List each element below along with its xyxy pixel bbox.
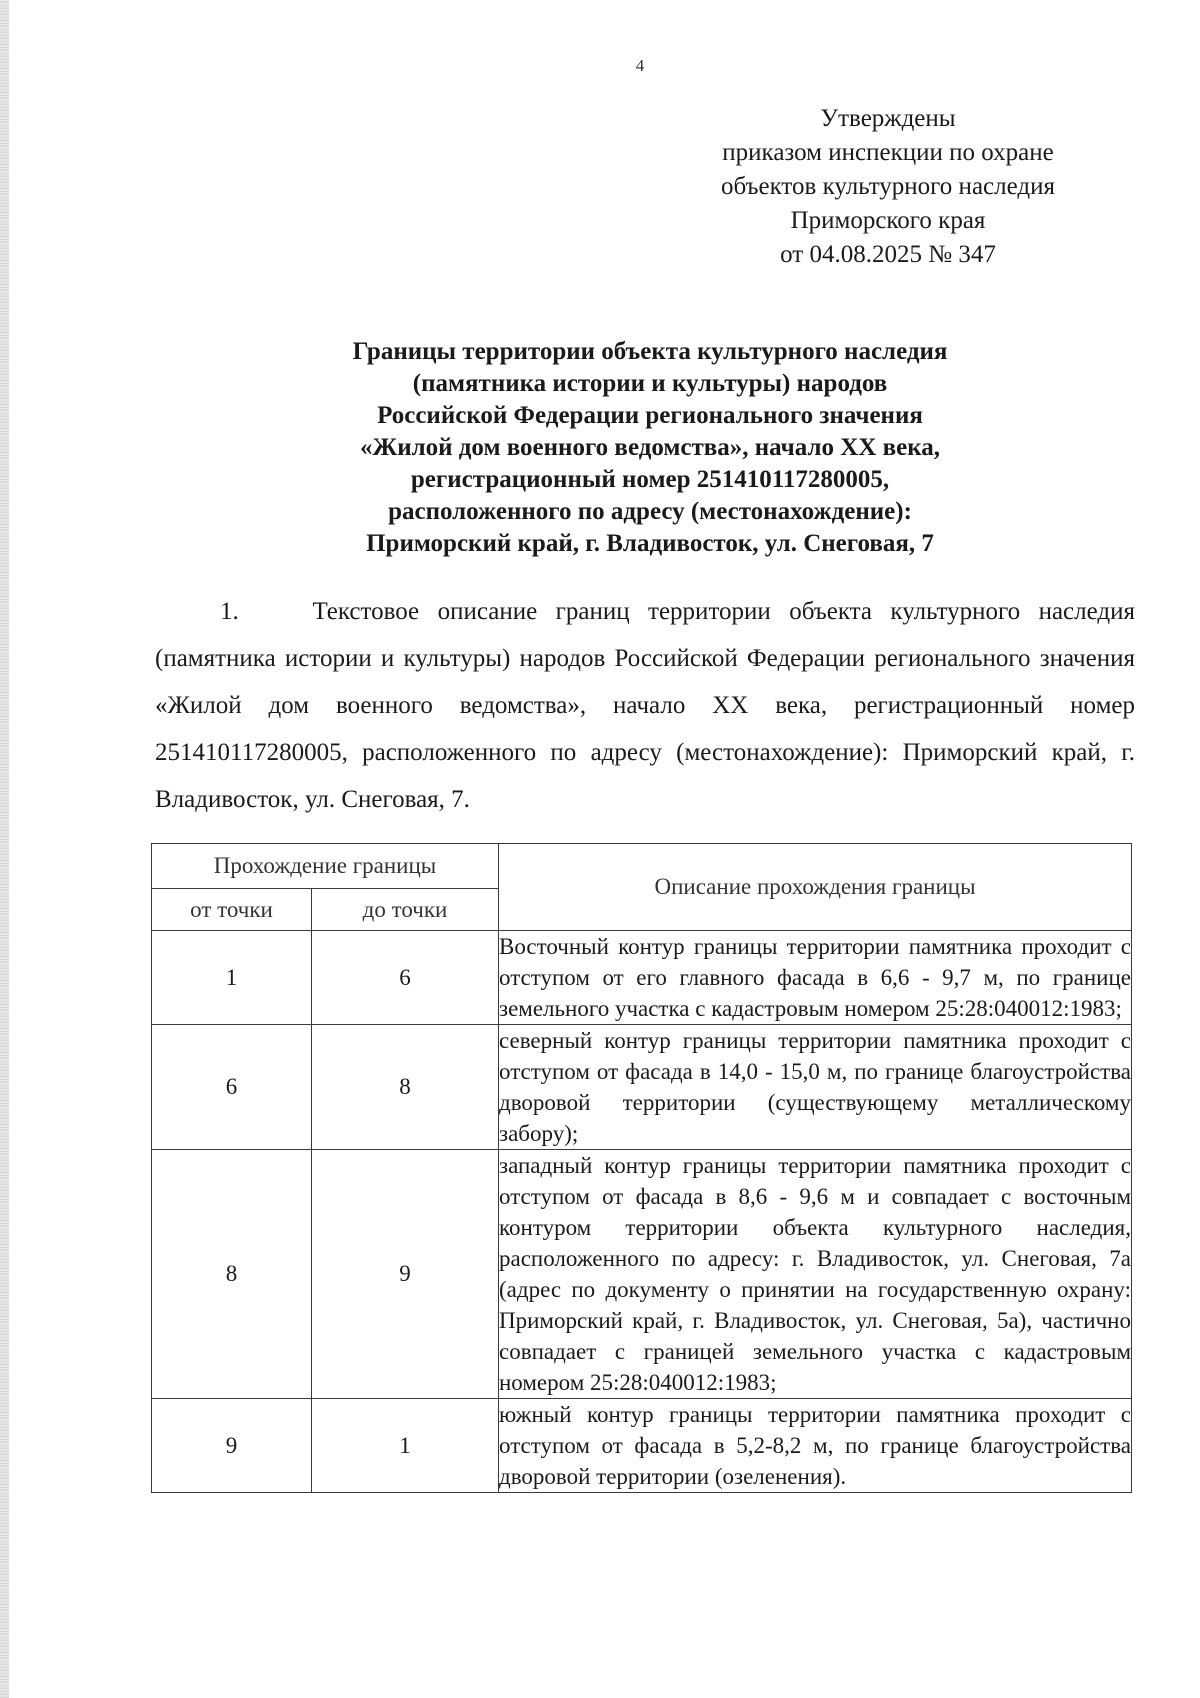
to-point-cell: 6 [312,931,499,1025]
header-description: Описание прохождения границы [499,844,1132,931]
description-cell: западный контур границы территории памятника проходит с отступом от фасада в 8,6 - 9,6 м и совпадает с восточным контуром территории объекта культурного наследия, расположенного по адресу: г. Владивосток, ул. Снеговая, 7а (адрес по документу о принятии на государственную охрану: Приморский край, г. Владивосток, ул. Снеговая, 5а), частично совпадает с границей земельного участка с кадастровым номером 25:28:040012:1983; [499,1150,1132,1399]
approval-line: объектов культурного наследия [721,173,1055,200]
title-line: Границы территории объекта культурного наследия [352,338,948,365]
approval-block [688,102,1088,272]
table-row [152,1025,1132,1150]
table-row [152,931,1132,1025]
title-line: расположенного по адресу (местонахождение): [388,498,912,525]
title-line: (памятника истории и культуры) народов [412,370,888,397]
table-row [152,1150,1132,1399]
scan-edge [0,0,9,1698]
header-boundary-passage: Прохождение границы [152,844,499,889]
header-to-point: до точки [312,889,499,931]
description-paragraph: 1. Текстовое описание границ территории объекта культурного наследия (памятника истории и культуры) народов Российской Федерации регионального значения «Жилой дом военного ведомства», начало XX века, регистрационный номер 251410117280005, расположенного по адресу (местонахождение): Приморский край, г. Владивосток, ул. Снеговая, 7. [155,598,1135,813]
title-line: «Жилой дом военного ведомства», начало XX века, [359,434,941,461]
title-line: Российской Федерации регионального значения [377,402,923,429]
from-point-cell: 6 [152,1025,312,1150]
description-cell: северный контур границы территории памятника проходит с отступом от фасада в 14,0 - 15,0 м, по границе благоустройства дворовой территории (существующему металлическому забору); [499,1025,1132,1150]
approval-line: Приморского края [790,207,986,234]
description-cell: южный контур границы территории памятника проходит с отступом от фасада в 5,2-8,2 м, по границе благоустройства дворовой территории (озеленения). [499,1399,1132,1493]
title-line: Приморский край, г. Владивосток, ул. Снеговая, 7 [366,530,934,557]
to-point-cell: 9 [312,1150,499,1399]
approval-line: приказом инспекции по охране [722,139,1054,166]
title-line: регистрационный номер 251410117280005, [410,466,890,493]
document-title [220,336,1080,560]
to-point-cell: 8 [312,1025,499,1150]
description-cell: Восточный контур границы территории памятника проходит с отступом от его главного фасада в 6,6 - 9,7 м, по границе земельного участка с кадастровым номером 25:28:040012:1983; [499,931,1132,1025]
approval-line: Утверждены [820,105,956,132]
table-header-row [152,844,1132,889]
boundary-table [151,843,1132,1493]
approval-line: от 04.08.2025 № 347 [780,241,996,268]
page-number: 4 [635,56,645,75]
table-row [152,1399,1132,1493]
from-point-cell: 8 [152,1150,312,1399]
from-point-cell: 9 [152,1399,312,1493]
to-point-cell: 1 [312,1399,499,1493]
from-point-cell: 1 [152,931,312,1025]
header-from-point: от точки [152,889,312,931]
